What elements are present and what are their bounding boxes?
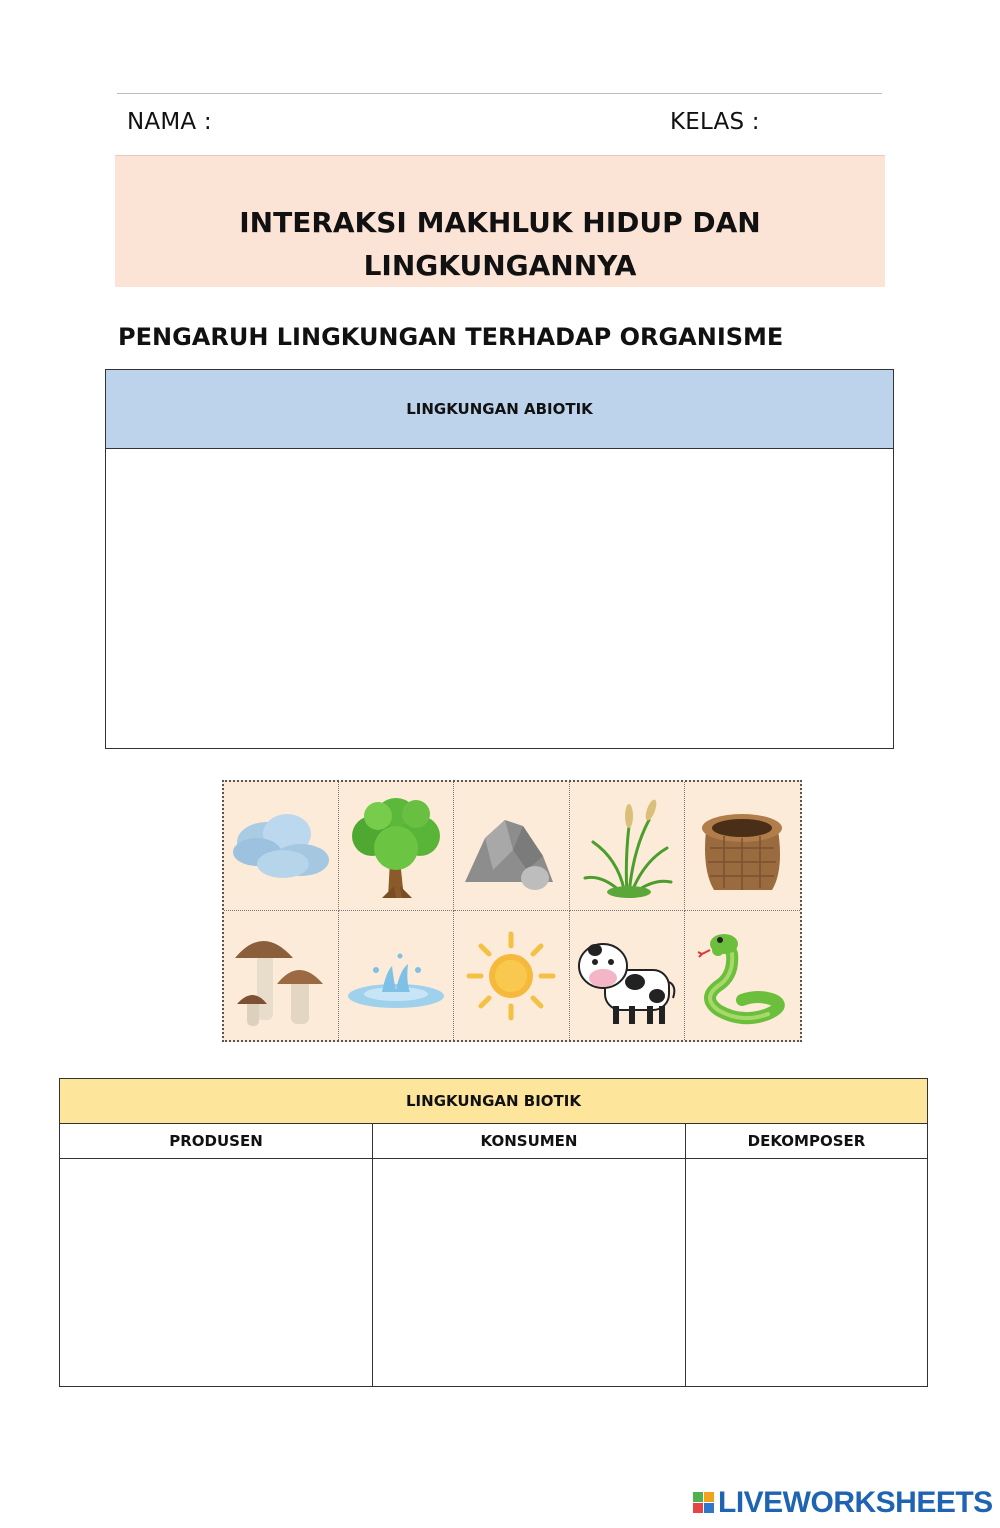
abiotic-drop-zone[interactable] (106, 449, 893, 748)
liveworksheets-logo[interactable] (692, 1486, 993, 1520)
soil-sack-icon (688, 790, 796, 902)
producer-column-header: PRODUSEN (60, 1124, 372, 1159)
consumer-drop-zone[interactable] (373, 1159, 685, 1387)
decomposer-drop-zone[interactable] (686, 1159, 927, 1387)
top-divider (117, 93, 882, 94)
tile-cloud[interactable] (224, 782, 339, 911)
tile-tree[interactable] (339, 782, 454, 911)
biotic-header: LINGKUNGAN BIOTIK (60, 1079, 927, 1124)
liveworksheets-logo-icon (692, 1490, 716, 1516)
rock-icon (457, 790, 565, 902)
tile-water-splash[interactable] (339, 911, 454, 1040)
cloud-icon (227, 790, 335, 902)
biotic-columns (60, 1124, 927, 1387)
decomposer-column (686, 1124, 927, 1387)
tile-grass[interactable] (570, 782, 685, 911)
producer-column (60, 1124, 373, 1387)
tile-mushroom[interactable] (224, 911, 339, 1040)
decomposer-column-header: DEKOMPOSER (686, 1124, 927, 1159)
biotic-table (59, 1078, 928, 1387)
water-splash-icon (342, 920, 450, 1032)
abiotic-header: LINGKUNGAN ABIOTIK (106, 370, 893, 449)
abiotic-table (105, 369, 894, 749)
grass-icon (573, 790, 681, 902)
tile-cow[interactable] (570, 911, 685, 1040)
tree-icon (342, 790, 450, 902)
liveworksheets-logo-text: LIVEWORKSHEETS (718, 1486, 993, 1519)
snake-icon (688, 920, 796, 1032)
section-heading: PENGARUH LINGKUNGAN TERHADAP ORGANISME (118, 323, 784, 351)
draggable-image-grid (222, 780, 802, 1042)
mushroom-icon (227, 920, 335, 1032)
name-label: NAMA : (127, 109, 212, 135)
tile-soil-sack[interactable] (685, 782, 800, 911)
tile-sun[interactable] (454, 911, 569, 1040)
title-line-1: INTERAKSI MAKHLUK HIDUP DAN (239, 206, 761, 239)
tile-rock[interactable] (454, 782, 569, 911)
sun-icon (457, 920, 565, 1032)
title-line-2: LINGKUNGANNYA (363, 249, 637, 282)
consumer-column (373, 1124, 686, 1387)
producer-drop-zone[interactable] (60, 1159, 372, 1387)
title-banner (115, 155, 885, 287)
class-label: KELAS : (670, 109, 760, 135)
page-title (115, 201, 885, 287)
cow-icon (573, 920, 681, 1032)
consumer-column-header: KONSUMEN (373, 1124, 685, 1159)
tile-snake[interactable] (685, 911, 800, 1040)
